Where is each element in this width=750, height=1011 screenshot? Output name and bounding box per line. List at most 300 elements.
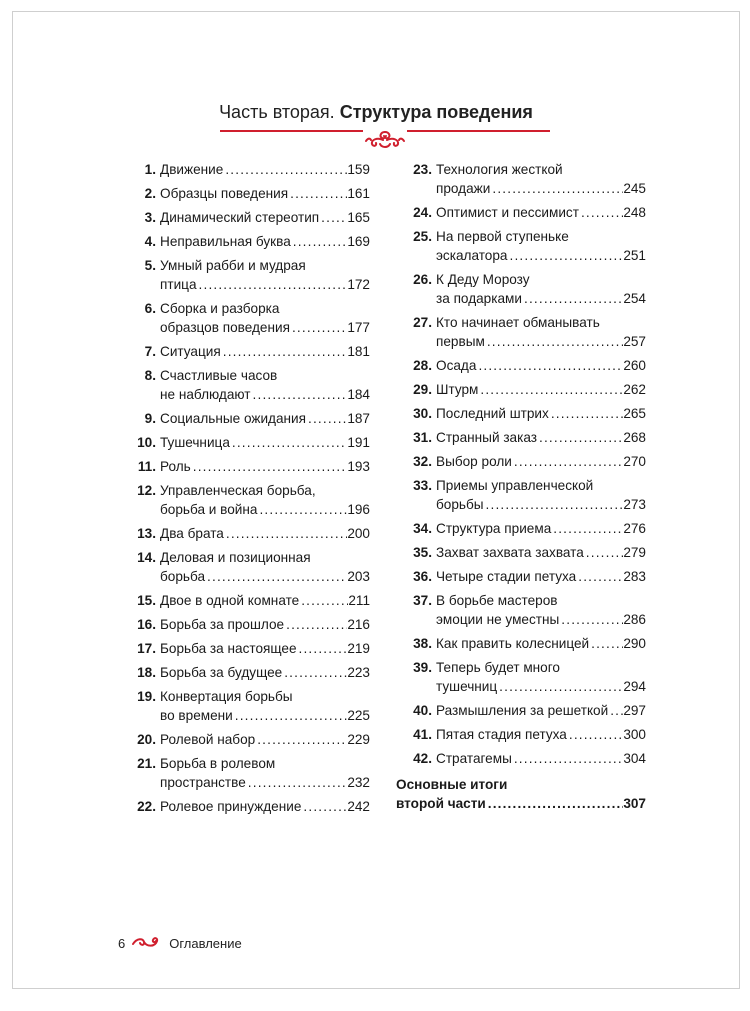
toc-entry-page: 257: [623, 334, 646, 349]
toc-entry[interactable]: [120, 299, 370, 337]
toc-entry-number: 10.: [137, 435, 156, 450]
toc-entry-last-line: [160, 457, 370, 476]
toc-entry-number: 16.: [137, 617, 156, 632]
toc-entry-title: Социальные ожидания: [160, 411, 306, 426]
toc-entry-number: 19.: [137, 689, 156, 704]
toc-entry-title-line: Умный рабби и мудрая: [160, 258, 306, 273]
toc-entry-number: 29.: [413, 382, 432, 397]
toc-entry-title: Четыре стадии петуха: [436, 569, 577, 584]
toc-entry[interactable]: [396, 701, 646, 720]
toc-entry-title: пространстве: [160, 775, 246, 790]
toc-entry-page: 245: [623, 181, 646, 196]
toc-entry[interactable]: [120, 663, 370, 682]
toc-entry-title: Ролевой набор: [160, 732, 256, 747]
toc-entry-body: [436, 227, 646, 265]
toc-entry-page: 161: [347, 186, 370, 201]
toc-right-column: [396, 160, 646, 818]
toc-entry-body: [160, 548, 370, 586]
toc-entry-body: [436, 356, 646, 375]
toc-entry-title: тушечниц: [436, 679, 498, 694]
toc-entry-number: 24.: [413, 205, 432, 220]
toc-entry-page: 270: [623, 454, 646, 469]
part-label: Часть вторая.: [219, 102, 335, 122]
toc-entry[interactable]: [120, 433, 370, 452]
toc-entry-body: [160, 232, 370, 251]
toc-entry[interactable]: [120, 687, 370, 725]
toc-entry[interactable]: [396, 160, 646, 198]
toc-entry[interactable]: [396, 543, 646, 562]
toc-entry[interactable]: [120, 232, 370, 251]
toc-entry-number: 32.: [413, 454, 432, 469]
toc-entry[interactable]: [120, 208, 370, 227]
toc-entry[interactable]: [396, 749, 646, 768]
toc-entry-body: [436, 725, 646, 744]
toc-entry[interactable]: [120, 754, 370, 792]
toc-entry-title-line: Деловая и позиционная: [160, 550, 311, 565]
toc-entry-title: Выбор роли: [436, 454, 512, 469]
toc-entry[interactable]: [120, 591, 370, 610]
toc-entry[interactable]: [120, 639, 370, 658]
toc-entry-last-line: [160, 184, 370, 203]
dot-leader: [191, 457, 348, 476]
toc-entry-body: [436, 313, 646, 351]
toc-entry-body: [160, 208, 370, 227]
toc-entry-number: 23.: [413, 162, 432, 177]
toc-entry-page: 181: [347, 344, 370, 359]
dot-leader: [230, 433, 347, 452]
toc-entry[interactable]: [396, 591, 646, 629]
toc-entry-title: Борьба за прошлое: [160, 617, 285, 632]
toc-entry-title-line: Приемы управленческой: [436, 478, 594, 493]
toc-entry-number: 8.: [144, 368, 156, 383]
toc-entry-last-line: [436, 567, 646, 586]
toc-entry-title: Образцы поведения: [160, 186, 289, 201]
toc-entry-title: Тушечница: [160, 435, 230, 450]
toc-entry-number: 36.: [413, 569, 432, 584]
toc-entry-title: Осада: [436, 358, 477, 373]
toc-entry-title: Двое в одной комнате: [160, 593, 300, 608]
toc-entry-page: 196: [347, 502, 370, 517]
toc-entry-page: 219: [347, 641, 370, 656]
toc-entry-body: [160, 457, 370, 476]
toc-entry-last-line: [436, 179, 646, 198]
toc-entry[interactable]: [120, 548, 370, 586]
toc-entry-page: 223: [347, 665, 370, 680]
dot-leader: [257, 500, 347, 519]
toc-entry-last-line: [436, 428, 646, 447]
toc-entry-title: Неправильная буква: [160, 234, 291, 249]
dot-leader: [551, 519, 623, 538]
toc-entry-title-line: Конвертация борьбы: [160, 689, 293, 704]
toc-entry[interactable]: [120, 184, 370, 203]
toc-entry-title: первым: [436, 334, 485, 349]
dot-leader: [197, 275, 348, 294]
dot-leader: [486, 794, 624, 813]
toc-entry-last-line: [160, 342, 370, 361]
toc-entry-number: 3.: [144, 210, 156, 225]
dot-leader: [221, 342, 348, 361]
toc-entry-number: 34.: [413, 521, 432, 536]
toc-entry-body: [160, 754, 370, 792]
toc-entry-last-line: [436, 701, 646, 720]
toc-entry-last-line: [436, 519, 646, 538]
toc-entry-title-line: В борьбе мастеров: [436, 593, 558, 608]
dot-leader: [579, 203, 623, 222]
toc-entry[interactable]: [120, 730, 370, 749]
toc-summary-last-line: [396, 794, 646, 813]
dot-leader: [224, 524, 347, 543]
toc-entry-number: 12.: [137, 483, 156, 498]
toc-entry[interactable]: [396, 227, 646, 265]
toc-entry-page: 283: [623, 569, 646, 584]
toc-entry-number: 18.: [137, 665, 156, 680]
toc-entry-body: [436, 519, 646, 538]
toc-entry-title: Размышления за решеткой: [436, 703, 609, 718]
toc-entry-number: 26.: [413, 272, 432, 287]
ornament-icon: [363, 128, 407, 152]
toc-entry-last-line: [160, 567, 370, 586]
page-footer: [118, 935, 242, 952]
toc-entry-number: 25.: [413, 229, 432, 244]
toc-entry-body: [436, 428, 646, 447]
dot-leader: [584, 543, 624, 562]
toc-entry-last-line: [160, 797, 370, 816]
toc-entry-body: [436, 634, 646, 653]
toc-entry[interactable]: [396, 404, 646, 423]
toc-entry-last-line: [436, 749, 646, 768]
toc-entry-number: 4.: [144, 234, 156, 249]
dot-leader: [306, 409, 347, 428]
toc-entry-title: Динамический стереотип: [160, 210, 320, 225]
toc-entry[interactable]: [396, 313, 646, 351]
toc-entry-number: 6.: [144, 301, 156, 316]
toc-entry-number: 22.: [137, 799, 156, 814]
toc-entry-title-line: Кто начинает обманывать: [436, 315, 600, 330]
toc-entry-number: 17.: [137, 641, 156, 656]
toc-entry-body: [436, 543, 646, 562]
toc-entry-page: 248: [623, 205, 646, 220]
toc-entry-title: Пятая стадия петуха: [436, 727, 567, 742]
toc-entry[interactable]: [396, 658, 646, 696]
toc-entry-last-line: [436, 495, 646, 514]
toc-entry[interactable]: [120, 160, 370, 179]
toc-entry[interactable]: [120, 256, 370, 294]
dot-leader: [205, 567, 347, 586]
toc-entry-page: 297: [623, 703, 646, 718]
toc-entry[interactable]: [120, 481, 370, 519]
toc-entry-title: Оптимист и пессимист: [436, 205, 579, 220]
toc-entry[interactable]: [396, 203, 646, 222]
toc-entry[interactable]: [396, 452, 646, 471]
dot-leader: [512, 749, 623, 768]
toc-entry-number: 42.: [413, 751, 432, 766]
toc-entry-number: 37.: [413, 593, 432, 608]
toc-entry-body: [160, 184, 370, 203]
toc-entry[interactable]: [396, 380, 646, 399]
toc-entry-title: борьба: [160, 569, 206, 584]
toc-entry-page: 159: [347, 162, 370, 177]
toc-entry-body: [436, 404, 646, 423]
toc-entry-page: 187: [347, 411, 370, 426]
dot-leader: [567, 725, 623, 744]
part-title: Структура поведения: [339, 102, 533, 122]
dot-leader: [233, 706, 348, 725]
toc-entry-body: [436, 591, 646, 629]
toc-entry[interactable]: [396, 567, 646, 586]
toc-entry-body: [436, 658, 646, 696]
toc-entry-page: 268: [623, 430, 646, 445]
toc-entry-last-line: [160, 232, 370, 251]
dot-leader: [485, 332, 623, 351]
toc-entry-last-line: [160, 409, 370, 428]
toc-entry-title: Борьба за будущее: [160, 665, 283, 680]
toc-entry-number: 27.: [413, 315, 432, 330]
toc-entry-page: 294: [623, 679, 646, 694]
dot-leader: [576, 567, 623, 586]
toc-entry-number: 5.: [144, 258, 156, 273]
toc-entry[interactable]: [396, 519, 646, 538]
toc-entry-page: 229: [347, 732, 370, 747]
toc-entry-page: 177: [347, 320, 370, 335]
toc-entry[interactable]: [120, 615, 370, 634]
toc-entry-title: Штурм: [436, 382, 479, 397]
toc-entry-number: 40.: [413, 703, 432, 718]
toc-entry-page: 290: [623, 636, 646, 651]
toc-summary-page: 307: [623, 796, 646, 811]
toc-entry-body: [160, 730, 370, 749]
toc-entry-last-line: [160, 639, 370, 658]
toc-entry-number: 11.: [137, 459, 156, 474]
toc-entry-page: 251: [623, 248, 646, 263]
toc-entry[interactable]: [396, 476, 646, 514]
toc-entry-title: Структура приема: [436, 521, 552, 536]
toc-entry-body: [436, 476, 646, 514]
toc-entry-title: образцов поведения: [160, 320, 290, 335]
dot-leader: [512, 452, 623, 471]
toc-entry-number: 28.: [413, 358, 432, 373]
toc-entry-body: [160, 366, 370, 404]
dot-leader: [559, 610, 623, 629]
dot-leader: [291, 232, 348, 251]
toc-entry-last-line: [436, 404, 646, 423]
toc-entry-number: 30.: [413, 406, 432, 421]
toc-entry-number: 2.: [144, 186, 156, 201]
toc-entry-title-line: Технология жесткой: [436, 162, 563, 177]
toc-entry-last-line: [436, 634, 646, 653]
toc-entry-last-line: [160, 591, 370, 610]
toc-entry[interactable]: [396, 725, 646, 744]
toc-entry-title: не наблюдают: [160, 387, 251, 402]
toc-entry-page: 286: [623, 612, 646, 627]
toc-entry-title: Борьба за настоящее: [160, 641, 297, 656]
toc-entry-title-line: Сборка и разборка: [160, 301, 280, 316]
toc-entry-last-line: [160, 524, 370, 543]
toc-entry-body: [160, 797, 370, 816]
dot-leader: [246, 773, 348, 792]
toc-entry-title: Ролевое принуждение: [160, 799, 302, 814]
dot-leader: [522, 289, 623, 308]
dot-leader: [508, 246, 624, 265]
toc-entry-last-line: [436, 677, 646, 696]
toc-entry-number: 31.: [413, 430, 432, 445]
toc-entry-page: 279: [623, 545, 646, 560]
toc-entry-page: 232: [347, 775, 370, 790]
dot-leader: [589, 634, 623, 653]
toc-entry-number: 39.: [413, 660, 432, 675]
toc-entry-number: 9.: [144, 411, 156, 426]
toc-entry-last-line: [436, 380, 646, 399]
swirl-icon: [131, 935, 161, 952]
toc-entry-body: [160, 615, 370, 634]
dot-leader: [284, 615, 347, 634]
toc-entry-page: 191: [347, 435, 370, 450]
dot-leader: [537, 428, 623, 447]
dot-leader: [319, 208, 347, 227]
toc-entry-number: 1.: [144, 162, 156, 177]
toc-entry-page: 193: [347, 459, 370, 474]
toc-entry-body: [436, 270, 646, 308]
toc-entry-last-line: [436, 203, 646, 222]
toc-entry-title: эскалатора: [436, 248, 508, 263]
toc-entry-body: [160, 591, 370, 610]
toc-entry-title-line: Управленческая борьба,: [160, 483, 316, 498]
toc-entry-last-line: [160, 730, 370, 749]
toc-entry-last-line: [436, 356, 646, 375]
toc-entry-page: 203: [347, 569, 370, 584]
toc-entry-number: 41.: [413, 727, 432, 742]
toc-entry-body: [160, 342, 370, 361]
toc-entry-body: [160, 299, 370, 337]
toc-entry-title-line: К Деду Морозу: [436, 272, 530, 287]
toc-entry[interactable]: [120, 409, 370, 428]
toc-entry-last-line: [160, 615, 370, 634]
toc-entry-body: [160, 256, 370, 294]
dot-leader: [297, 639, 348, 658]
toc-entry-page: 184: [347, 387, 370, 402]
toc-entry-page: 265: [623, 406, 646, 421]
toc-entry-last-line: [160, 433, 370, 452]
dot-leader: [497, 677, 623, 696]
dot-leader: [478, 380, 623, 399]
toc-entry-body: [160, 160, 370, 179]
dot-leader: [290, 318, 347, 337]
toc-entry-body: [160, 481, 370, 519]
toc-entry-body: [436, 701, 646, 720]
toc-entry-number: 20.: [137, 732, 156, 747]
toc-entry-body: [160, 409, 370, 428]
toc-entry-body: [160, 639, 370, 658]
toc-entry-body: [436, 567, 646, 586]
toc-entry-title: эмоции не уместны: [436, 612, 560, 627]
toc-entry-title-line: На первой ступеньке: [436, 229, 569, 244]
toc-entry-body: [436, 160, 646, 198]
toc-entry-last-line: [436, 725, 646, 744]
toc-entry-title: борьбы: [436, 497, 484, 512]
dot-leader: [223, 160, 347, 179]
toc-entry-last-line: [160, 773, 370, 792]
toc-entry[interactable]: [120, 797, 370, 816]
toc-entry-page: 216: [347, 617, 370, 632]
book-page: [12, 11, 740, 989]
toc-entry-body: [160, 433, 370, 452]
toc-entry-last-line: [160, 500, 370, 519]
toc-entry[interactable]: [120, 524, 370, 543]
toc-entry-title: Движение: [160, 162, 224, 177]
dot-leader: [549, 404, 624, 423]
toc-entry-last-line: [160, 208, 370, 227]
toc-entry-page: 262: [623, 382, 646, 397]
toc-entry-last-line: [436, 452, 646, 471]
toc-entry-title: Стратагемы: [436, 751, 512, 766]
toc-entry-page: 242: [347, 799, 370, 814]
toc-entry-last-line: [160, 706, 370, 725]
toc-entry-last-line: [436, 289, 646, 308]
toc-entry-title: во времени: [160, 708, 233, 723]
toc-entry[interactable]: [396, 356, 646, 375]
toc-entry-title: птица: [160, 277, 197, 292]
toc-entry-number: 38.: [413, 636, 432, 651]
toc-entry-body: [436, 380, 646, 399]
toc-entry-page: 169: [347, 234, 370, 249]
page-number: 6: [118, 936, 126, 951]
toc-entry-number: 15.: [137, 593, 156, 608]
toc-entry[interactable]: [396, 634, 646, 653]
dot-leader: [282, 663, 347, 682]
toc-entry-title-line: Борьба в ролевом: [160, 756, 276, 771]
dot-leader: [476, 356, 623, 375]
toc-summary-title: второй части: [396, 796, 486, 811]
toc-entry-number: 13.: [137, 526, 156, 541]
toc-entry-page: 172: [347, 277, 370, 292]
dot-leader: [301, 797, 347, 816]
toc-entry-last-line: [160, 385, 370, 404]
toc-entry-last-line: [160, 318, 370, 337]
footer-label: Оглавление: [169, 936, 242, 951]
toc-summary-entry[interactable]: [396, 775, 646, 813]
page-title: [13, 102, 739, 123]
toc-entry-page: 276: [623, 521, 646, 536]
toc-entry-last-line: [160, 663, 370, 682]
toc-entry[interactable]: [396, 270, 646, 308]
dot-leader: [484, 495, 624, 514]
toc-entry-last-line: [436, 543, 646, 562]
toc-entry-last-line: [436, 332, 646, 351]
dot-leader: [608, 701, 623, 720]
toc-entry-page: 200: [347, 526, 370, 541]
toc-entry[interactable]: [120, 457, 370, 476]
toc-entry-number: 21.: [137, 756, 156, 771]
dot-leader: [255, 730, 347, 749]
toc-entry-title: Последний штрих: [436, 406, 549, 421]
toc-entry[interactable]: [120, 366, 370, 404]
toc-entry-title: продажи: [436, 181, 491, 196]
toc-entry-title: Роль: [160, 459, 191, 474]
toc-entry-title-line: Теперь будет много: [436, 660, 560, 675]
toc-summary-title-line: Основные итоги: [396, 777, 508, 792]
toc-entry[interactable]: [396, 428, 646, 447]
toc-entry[interactable]: [120, 342, 370, 361]
toc-entry-title-line: Счастливые часов: [160, 368, 278, 383]
toc-entry-page: 260: [623, 358, 646, 373]
toc-entry-body: [160, 687, 370, 725]
toc-entry-page: 304: [623, 751, 646, 766]
dot-leader: [490, 179, 623, 198]
toc-entry-page: 225: [347, 708, 370, 723]
dot-leader: [288, 184, 347, 203]
toc-entry-body: [160, 663, 370, 682]
toc-left-column: [120, 160, 370, 821]
toc-entry-body: [436, 749, 646, 768]
